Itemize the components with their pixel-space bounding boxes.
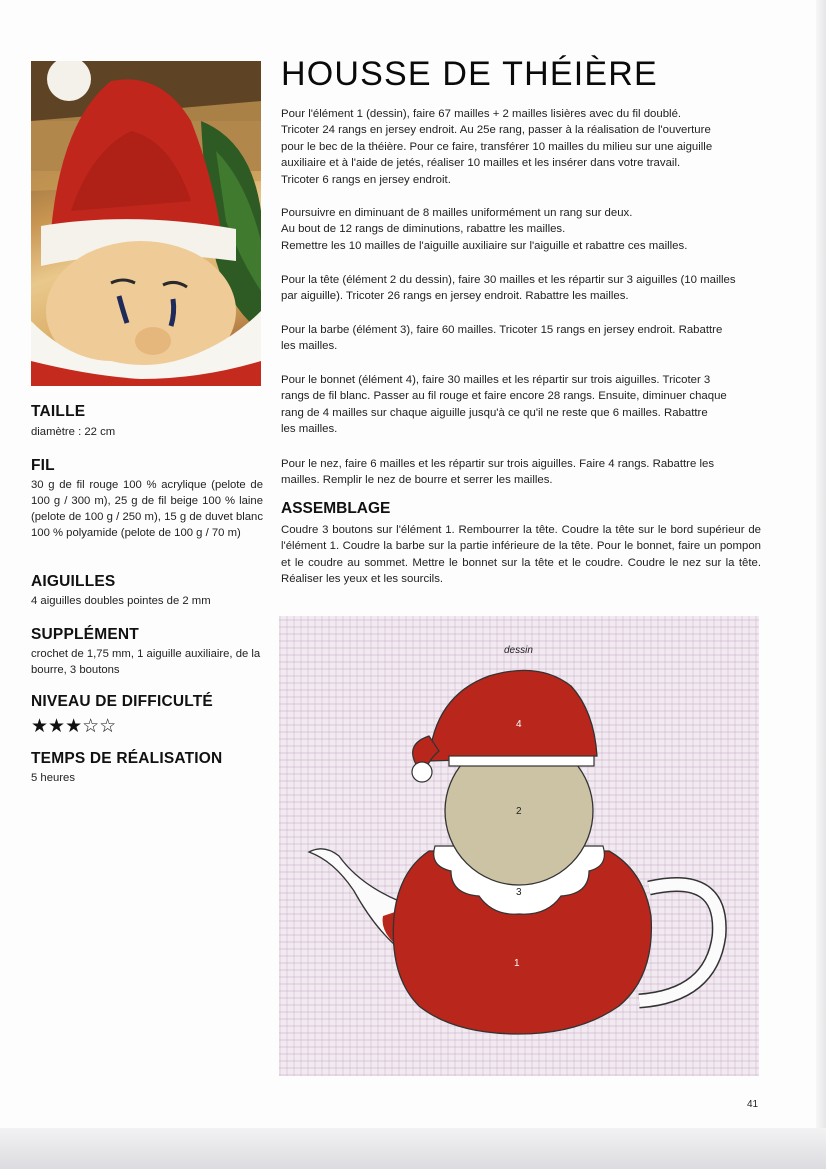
text-line: rang de 4 mailles sur chaque aiguille jusqu'à ce qu'il ne reste que 6 mailles. Rabattre xyxy=(281,406,708,419)
text-line: auxiliaire et à l'aide de jetés, réaliser 10 mailles et les insérer dans votre travail. xyxy=(281,157,681,170)
supplement-text: crochet de 1,75 mm, 1 aiguille auxiliaire, de la bourre, 3 boutons xyxy=(31,648,261,676)
text-line: les mailles. xyxy=(281,340,338,353)
assemblage-heading: ASSEMBLAGE xyxy=(281,500,391,517)
paragraph-barbe xyxy=(281,322,761,355)
part-label-4: 4 xyxy=(516,719,522,730)
text-line: Tricoter 24 rangs en jersey endroit. Au 25e rang, passer à la réalisation de l'ouverture xyxy=(281,124,711,137)
text-line: Tricoter 6 rangs en jersey endroit. xyxy=(281,173,451,186)
aiguilles-text: 4 aiguilles doubles pointes de 2 mm xyxy=(31,595,211,607)
text-line: par aiguille). Tricoter 26 rangs en jersey endroit. Rabattre les mailles. xyxy=(281,290,629,303)
paragraph-bonnet xyxy=(281,372,761,438)
paragraph-tete xyxy=(281,272,761,305)
fil-text: 30 g de fil rouge 100 % acrylique (pelote de 100 g / 300 m), 25 g de fil beige 100 % laine (pelote de 100 g / 250 m), 15 g de duvet blanc 100 % polyamide (pelote de 100 g / 70 m) xyxy=(31,479,263,539)
part-label-3: 3 xyxy=(516,887,522,898)
difficulty-rating-stars: ★★★☆☆ xyxy=(31,716,117,737)
fil-heading: FIL xyxy=(31,457,55,474)
text-line: Pour le bonnet (élément 4), faire 30 mailles et les répartir sur trois aiguilles. Tricoter 3 xyxy=(281,374,711,386)
assemblage-text: Coudre 3 boutons sur l'élément 1. Rembourrer la tête. Coudre la tête sur le bord supérieur de l'élément 1. Coudre la barbe sur la partie inférieure de la tête. Pour le bonnet, faire un pompon et le coudre au sommet. Mettre le bonnet sur la tête et le coudre. Coudre le nez sur la tête. Réaliser les yeux et les sourcils. xyxy=(281,524,761,586)
temps-text: 5 heures xyxy=(31,772,75,784)
part-label-1: 1 xyxy=(514,958,520,969)
page-title: HOUSSE DE THÉIÈRE xyxy=(281,55,658,93)
text-line: Pour la barbe (élément 3), faire 60 mailles. Tricoter 15 rangs en jersey endroit. Rabattre xyxy=(281,324,723,336)
niveau-heading: NIVEAU DE DIFFICULTÉ xyxy=(31,693,213,710)
santa-tea-cozy-photo xyxy=(31,61,261,386)
supplement-heading: SUPPLÉMENT xyxy=(31,626,139,643)
teapot-cozy-diagram xyxy=(279,616,759,1076)
text-line: Pour la tête (élément 2 du dessin), faire 30 mailles et les répartir sur 3 aiguilles (10 mailles xyxy=(281,274,736,286)
text-line: mailles. Remplir le nez de bourre et serrer les mailles. xyxy=(281,474,553,487)
taille-text: diamètre : 22 cm xyxy=(31,426,116,438)
text-line: les mailles. xyxy=(281,423,338,436)
paragraph-element-1 xyxy=(281,106,761,188)
diagram-drawing xyxy=(279,616,759,1076)
taille-heading: TAILLE xyxy=(31,403,86,420)
text-line: Poursuivre en diminuant de 8 mailles uniformément un rang sur deux. xyxy=(281,207,633,219)
text-line: Remettre les 10 mailles de l'aiguille auxiliaire sur l'aiguille et rabattre ces mailles. xyxy=(281,239,688,252)
paragraph-diminutions xyxy=(281,205,761,254)
text-line: rangs de fil blanc. Passer au fil rouge et faire encore 28 rangs. Ensuite, diminuer chaque xyxy=(281,390,727,403)
page-number: 41 xyxy=(747,1099,759,1110)
text-line: Pour le nez, faire 6 mailles et les répartir sur trois aiguilles. Faire 4 rangs. Rabattre les xyxy=(281,458,715,470)
page-edge xyxy=(816,0,826,1169)
text-line: Au bout de 12 rangs de diminutions, rabattre les mailles. xyxy=(281,223,566,236)
temps-heading: TEMPS DE RÉALISATION xyxy=(31,750,223,767)
text-line: pour le bec de la théière. Pour ce faire, transférer 10 mailles du milieu sur une aiguille xyxy=(281,140,713,153)
diagram-label: dessin xyxy=(504,645,533,656)
aiguilles-heading: AIGUILLES xyxy=(31,573,116,590)
text-line: Pour l'élément 1 (dessin), faire 67 mailles + 2 mailles lisières avec du fil doublé. xyxy=(281,108,682,120)
part-label-2: 2 xyxy=(516,806,522,817)
page-bottom-shadow xyxy=(0,1128,826,1169)
paragraph-nez xyxy=(281,456,761,489)
